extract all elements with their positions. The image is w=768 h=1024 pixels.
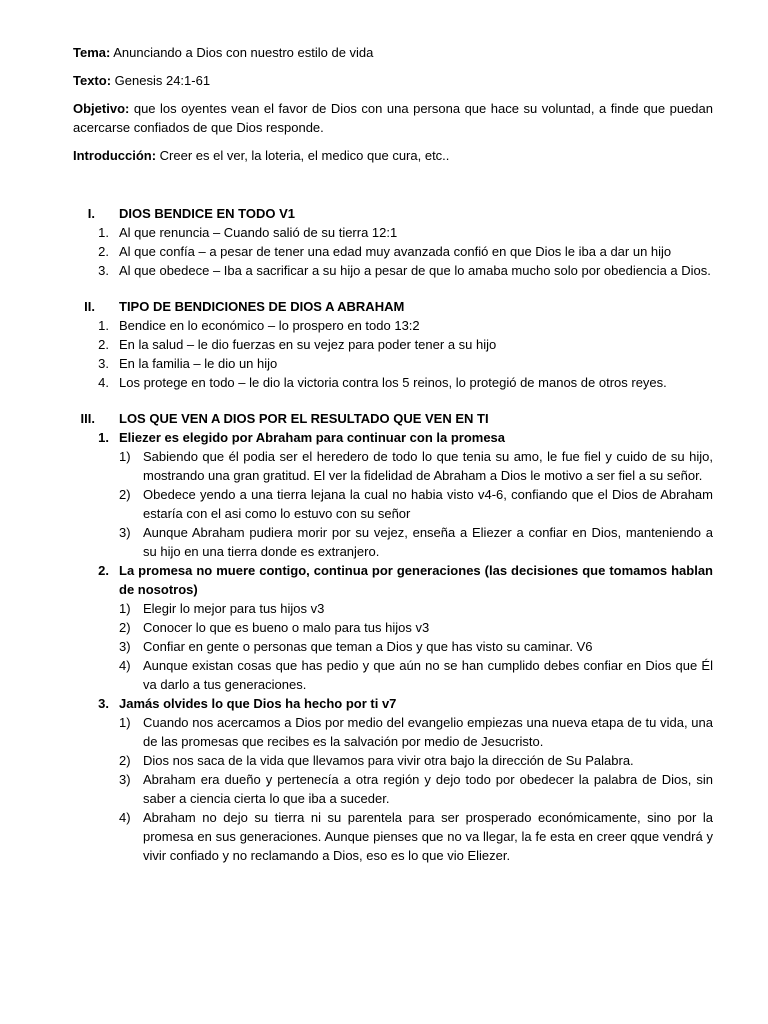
texto-line — [73, 71, 713, 90]
item-text: Al que renuncia – Cuando salió de su tierra 12:1 — [119, 225, 398, 240]
item-text: Abraham era dueño y pertenecía a otra región y dejo todo por obedecer la palabra de Dios, sin saber a ciencia cierta lo que iba a suceder. — [143, 772, 713, 806]
section-title: LOS QUE VEN A DIOS POR EL RESULTADO QUE VEN EN TI — [119, 411, 489, 426]
item-number: 4. — [98, 375, 109, 390]
item-text: Abraham no dejo su tierra ni su parentela para ser prosperado económicamente, sino por la promesa en sus generaciones. Aunque pienses que no va llegar, la fe esta en creer qque vendrá y vivir confiado y no reclamando a Dios, eso es lo que vio Eliezer. — [143, 810, 713, 863]
list-item — [73, 618, 713, 637]
item-text: Cuando nos acercamos a Dios por medio del evangelio empiezas una nueva etapa de tu vida, una de las promesas que recibes es la salvación por medio de Jesucristo. — [143, 715, 713, 749]
item-text: Aunque existan cosas que has pedio y que aún no se han cumplido debes confiar en Dios que Él va darlo a tus generaciones. — [143, 658, 713, 692]
document-body — [73, 43, 713, 882]
item-number: 1) — [119, 449, 131, 464]
item-text: Confiar en gente o personas que teman a Dios y que has visto su caminar. V6 — [143, 639, 593, 654]
subsection-number: 2. — [98, 563, 109, 578]
item-text: Bendice en lo económico – lo prospero en todo 13:2 — [119, 318, 420, 333]
subsection-number: 1. — [98, 430, 109, 445]
section-number: II. — [84, 299, 95, 314]
item-text: Dios nos saca de la vida que llevamos para vivir otra bajo la dirección de Su Palabra. — [143, 753, 634, 768]
list-item — [73, 523, 713, 561]
item-number: 3. — [98, 356, 109, 371]
list-item — [73, 223, 713, 242]
item-text: En la familia – le dio un hijo — [119, 356, 278, 371]
item-number: 1. — [98, 225, 109, 240]
section-number: III. — [80, 411, 95, 426]
list-item — [73, 354, 713, 373]
subsection-title: La promesa no muere contigo, continua por generaciones (las decisiones que tomamos hablan de nosotros) — [119, 563, 713, 597]
section-2 — [73, 297, 713, 392]
item-number: 1) — [119, 715, 131, 730]
item-number: 3. — [98, 263, 109, 278]
item-number: 2. — [98, 244, 109, 259]
section-3 — [73, 409, 713, 865]
subsection-title: Eliezer es elegido por Abraham para continuar con la promesa — [119, 430, 506, 445]
list-item — [73, 713, 713, 751]
introduccion-line — [73, 146, 713, 165]
item-text: Al que confía – a pesar de tener una edad muy avanzada confió en que Dios le iba a dar un hijo — [119, 244, 672, 259]
subsection-number: 3. — [98, 696, 109, 711]
item-number: 3) — [119, 772, 131, 787]
list-item — [73, 373, 713, 392]
item-text: Obedece yendo a una tierra lejana la cual no habia visto v4-6, confiando que el Dios de Abraham estaría con el asi como lo estuvo con su señor — [143, 487, 713, 521]
introduccion-label: Introducción: — [73, 148, 157, 163]
item-text: Al que obedece – Iba a sacrificar a su hijo a pesar de que lo amaba mucho solo por obediencia a Dios. — [119, 263, 711, 278]
list-item — [73, 656, 713, 694]
section-title: DIOS BENDICE EN TODO V1 — [119, 206, 296, 221]
list-item — [73, 808, 713, 865]
item-number: 2) — [119, 620, 131, 635]
item-text: Los protege en todo – le dio la victoria contra los 5 reinos, lo protegió de manos de otros reyes. — [119, 375, 667, 390]
list-item — [73, 770, 713, 808]
objetivo-value: que los oyentes vean el favor de Dios con una persona que hace su voluntad, a finde que puedan acercarse confiados de que Dios responde. — [73, 101, 713, 135]
spacer — [73, 174, 713, 204]
tema-value: Anunciando a Dios con nuestro estilo de vida — [110, 45, 374, 60]
texto-label: Texto: — [73, 73, 112, 88]
list-item — [73, 485, 713, 523]
item-number: 3) — [119, 525, 131, 540]
objetivo-label: Objetivo: — [73, 101, 130, 116]
subsection-heading — [73, 561, 713, 599]
tema-label: Tema: — [73, 45, 111, 60]
list-item — [73, 447, 713, 485]
item-number: 2) — [119, 487, 131, 502]
item-number: 1. — [98, 318, 109, 333]
section-number: I. — [87, 206, 95, 221]
list-item — [73, 751, 713, 770]
item-number: 2. — [98, 337, 109, 352]
subsection-title: Jamás olvides lo que Dios ha hecho por ti v7 — [119, 696, 397, 711]
list-item — [73, 316, 713, 335]
item-text: En la salud – le dio fuerzas en su vejez para poder tener a su hijo — [119, 337, 497, 352]
item-text: Conocer lo que es bueno o malo para tus hijos v3 — [143, 620, 430, 635]
item-text: Aunque Abraham pudiera morir por su vejez, enseña a Eliezer a confiar en Dios, manteniendo a su hijo en una tierra donde es extranjero. — [143, 525, 713, 559]
list-item — [73, 261, 713, 280]
item-number: 4) — [119, 810, 131, 825]
objetivo-line — [73, 99, 713, 137]
section-heading — [73, 204, 713, 223]
item-number: 2) — [119, 753, 131, 768]
item-text: Sabiendo que él podia ser el heredero de todo lo que tenia su amo, le fue fiel y cuido de su hijo, mostrando una gran gratitud. El ver la fidelidad de Abraham a Dios le motivo a ser fiel a su señor. — [143, 449, 713, 483]
section-heading — [73, 409, 713, 428]
section-1 — [73, 204, 713, 280]
subsection-heading — [73, 694, 713, 713]
list-item — [73, 599, 713, 618]
list-item — [73, 335, 713, 354]
item-number: 3) — [119, 639, 131, 654]
tema-line — [73, 43, 713, 62]
item-number: 1) — [119, 601, 131, 616]
section-heading — [73, 297, 713, 316]
subsection-heading — [73, 428, 713, 447]
list-item — [73, 242, 713, 261]
introduccion-value: Creer es el ver, la loteria, el medico que cura, etc.. — [156, 148, 450, 163]
section-title: TIPO DE BENDICIONES DE DIOS A ABRAHAM — [119, 299, 405, 314]
item-text: Elegir lo mejor para tus hijos v3 — [143, 601, 325, 616]
list-item — [73, 637, 713, 656]
item-number: 4) — [119, 658, 131, 673]
texto-value: Genesis 24:1-61 — [111, 73, 211, 88]
